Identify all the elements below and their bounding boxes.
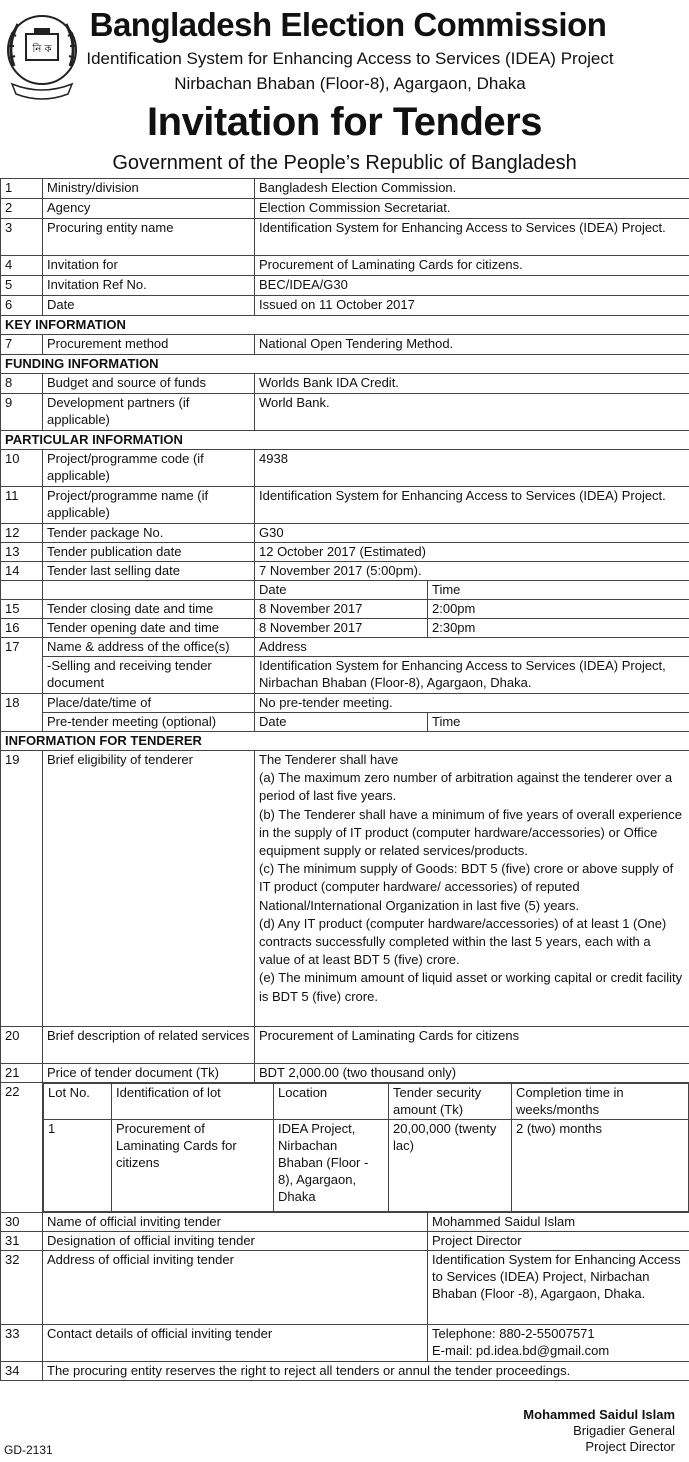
row-label: Pre-tender meeting (optional): [43, 713, 255, 732]
row-number: 18: [1, 694, 43, 732]
row-value: 12 October 2017 (Estimated): [255, 543, 689, 562]
table-row: [1, 179, 689, 199]
row-label: Development partners (if applicable): [43, 394, 255, 431]
lot-header: Identification of lot: [112, 1084, 274, 1120]
row-label: Name & address of the office(s): [43, 638, 255, 657]
pretender-value: No pre-tender meeting.: [255, 694, 689, 713]
row-label: Name of official inviting tender: [43, 1213, 428, 1232]
document-code: GD-2131: [4, 1443, 53, 1457]
tender-table: [0, 178, 689, 1381]
opening-time: 2:30pm: [428, 619, 689, 638]
lot-cell: 20,00,000 (twenty lac): [389, 1120, 512, 1212]
row-number: 34: [1, 1362, 43, 1381]
table-row: [1, 1251, 689, 1325]
closing-time: 2:00pm: [428, 600, 689, 619]
address-line: Nirbachan Bhaban (Floor-8), Agargaon, Dhaka: [174, 74, 526, 93]
lot-cell: Procurement of Laminating Cards for citizens: [112, 1120, 274, 1212]
row-label: Budget and source of funds: [43, 374, 255, 394]
row-label: Brief description of related services: [43, 1027, 255, 1064]
row-label: Tender last selling date: [43, 562, 255, 581]
row-label: Ministry/division: [43, 179, 255, 199]
row-value: Issued on 11 October 2017: [255, 296, 689, 316]
eligibility-d: (d) Any IT product (computer hardware/accessories) of at least 1 (One) contracts successfully completed within the last 5 years, each with a value of at least BDT 5 (five) crore.: [259, 915, 667, 968]
table-row: [1, 394, 689, 431]
lot-data-row: [44, 1120, 689, 1212]
row-label: Project/programme code (if applicable): [43, 450, 255, 487]
eligibility-intro: The Tenderer shall have: [259, 752, 399, 767]
table-row: [1, 1213, 689, 1232]
row-value: 7 November 2017 (5:00pm).: [255, 562, 689, 581]
row-number: 3: [1, 219, 43, 256]
section-header: [1, 316, 689, 335]
eligibility-a: (a) The maximum zero number of arbitration against the tenderer over a period of last five years.: [259, 770, 673, 804]
row-value: National Open Tendering Method.: [255, 335, 689, 355]
row-number: 32: [1, 1251, 43, 1325]
row-value: BEC/IDEA/G30: [255, 276, 689, 296]
section-particular-information: PARTICULAR INFORMATION: [1, 431, 689, 450]
table-row: [1, 487, 689, 524]
section-key-information: KEY INFORMATION: [1, 316, 689, 335]
table-row: [1, 219, 689, 256]
email: E-mail: pd.idea.bd@gmail.com: [432, 1343, 610, 1358]
row-label: Price of tender document (Tk): [43, 1064, 255, 1083]
project-line: Identification System for Enhancing Access to Services (IDEA) Project: [86, 49, 614, 68]
row-value: Election Commission Secretariat.: [255, 199, 689, 219]
row-number: 5: [1, 276, 43, 296]
signatory-rank: Brigadier General: [573, 1423, 675, 1438]
government-line: Government of the People’s Republic of Bangladesh: [112, 152, 577, 174]
lot-header: Tender security amount (Tk): [389, 1084, 512, 1120]
signature-block: [523, 1407, 675, 1455]
opening-date: 8 November 2017: [255, 619, 428, 638]
table-row: [1, 638, 689, 657]
signatory-name: Mohammed Saidul Islam: [523, 1407, 675, 1422]
table-row: [1, 713, 689, 732]
row-value: Project Director: [428, 1232, 689, 1251]
row-value: World Bank.: [255, 394, 689, 431]
row-label: Brief eligibility of tenderer: [43, 751, 255, 1027]
row-number: 13: [1, 543, 43, 562]
row-label: Contact details of official inviting tender: [43, 1325, 428, 1362]
lot-header: Location: [274, 1084, 389, 1120]
row-number: 31: [1, 1232, 43, 1251]
row-value: BDT 2,000.00 (two thousand only): [255, 1064, 689, 1083]
row-value: G30: [255, 524, 689, 543]
eligibility-c: (c) The minimum supply of Goods: BDT 5 (five) crore or above supply of IT product (computer hardware/ accessories) of reputed National/International Organization in last five (5) years.: [259, 861, 674, 913]
address-header: Address: [255, 638, 689, 657]
svg-text:নি ক: নি ক: [32, 44, 52, 55]
row-label: Date: [43, 296, 255, 316]
office-address: Identification System for Enhancing Access to Services (IDEA) Project, Nirbachan Bhaban (Floor-8), Agargaon, Dhaka.: [255, 657, 689, 694]
row-number: 22: [1, 1083, 43, 1213]
row-value: 4938: [255, 450, 689, 487]
lot-cell: IDEA Project, Nirbachan Bhaban (Floor - 8), Agargaon, Dhaka: [274, 1120, 389, 1212]
row-label: -Selling and receiving tender document: [43, 657, 255, 694]
eligibility-e: (e) The minimum amount of liquid asset or working capital or credit facility is BDT 5 (five) crore.: [259, 970, 683, 1004]
telephone: Telephone: 880-2-55007571: [432, 1326, 595, 1341]
row-label: Project/programme name (if applicable): [43, 487, 255, 524]
page-title: Invitation for Tenders: [147, 100, 542, 144]
row-number: 16: [1, 619, 43, 638]
row-label: Invitation Ref No.: [43, 276, 255, 296]
election-commission-seal-icon: [4, 6, 80, 106]
table-row: [1, 374, 689, 394]
row-label: Tender package No.: [43, 524, 255, 543]
table-row: [1, 1232, 689, 1251]
time-header: Time: [428, 581, 689, 600]
table-row: [1, 1362, 689, 1381]
header: [0, 0, 689, 150]
section-header: [1, 355, 689, 374]
lot-cell: 1: [44, 1120, 112, 1212]
table-row: [1, 524, 689, 543]
row-number: 12: [1, 524, 43, 543]
lot-cell: 2 (two) months: [512, 1120, 689, 1212]
row-value: Identification System for Enhancing Access to Services (IDEA) Project.: [255, 219, 689, 256]
table-row: [1, 335, 689, 355]
row-label: Procuring entity name: [43, 219, 255, 256]
row-number: 14: [1, 562, 43, 581]
table-row: [1, 256, 689, 276]
row-label: Tender opening date and time: [43, 619, 255, 638]
row-number: 7: [1, 335, 43, 355]
table-row: [1, 276, 689, 296]
row-label: Place/date/time of: [43, 694, 255, 713]
row-number: 17: [1, 638, 43, 694]
date-header: Date: [255, 713, 428, 732]
row-number: 30: [1, 1213, 43, 1232]
row-label: Procurement method: [43, 335, 255, 355]
schedule-header-row: [1, 581, 689, 600]
row-number: 4: [1, 256, 43, 276]
row-value: Identification System for Enhancing Access to Services (IDEA) Project.: [255, 487, 689, 524]
table-row: [1, 751, 689, 1027]
organization-name: Bangladesh Election Commission: [89, 6, 607, 43]
disclaimer: The procuring entity reserves the right to reject all tenders or annul the tender proceedings.: [43, 1362, 689, 1381]
contact-details: [428, 1325, 689, 1362]
table-row: [1, 619, 689, 638]
table-row: [1, 600, 689, 619]
table-row: [1, 1027, 689, 1064]
row-number: 21: [1, 1064, 43, 1083]
lot-cell: [43, 1083, 689, 1213]
section-funding-information: FUNDING INFORMATION: [1, 355, 689, 374]
time-header: Time: [428, 713, 689, 732]
row-value: Mohammed Saidul Islam: [428, 1213, 689, 1232]
row-number: 6: [1, 296, 43, 316]
row-number: 20: [1, 1027, 43, 1064]
section-header: [1, 732, 689, 751]
table-row: [1, 1325, 689, 1362]
lot-table: [43, 1083, 689, 1212]
table-row: [1, 296, 689, 316]
row-number: 15: [1, 600, 43, 619]
row-number: 2: [1, 199, 43, 219]
row-number: 9: [1, 394, 43, 431]
row-value: Procurement of Laminating Cards for citizens.: [255, 256, 689, 276]
row-value: Procurement of Laminating Cards for citizens: [255, 1027, 689, 1064]
table-row: [1, 199, 689, 219]
row-number: 8: [1, 374, 43, 394]
closing-date: 8 November 2017: [255, 600, 428, 619]
row-number: 19: [1, 751, 43, 1027]
lot-row: [1, 1083, 689, 1213]
table-row: [1, 694, 689, 713]
row-label: Tender closing date and time: [43, 600, 255, 619]
signatory-designation: Project Director: [585, 1439, 675, 1454]
row-label: Address of official inviting tender: [43, 1251, 428, 1325]
table-row: [1, 450, 689, 487]
row-value: Bangladesh Election Commission.: [255, 179, 689, 199]
table-row: [1, 543, 689, 562]
row-label: Agency: [43, 199, 255, 219]
eligibility-criteria: [255, 751, 689, 1027]
lot-header: Completion time in weeks/months: [512, 1084, 689, 1120]
row-label: Invitation for: [43, 256, 255, 276]
row-number: 11: [1, 487, 43, 524]
eligibility-b: (b) The Tenderer shall have a minimum of five years of overall experience in the supply of IT product (computer hardware/accessories) or Office equipment supply or related services/products.: [259, 806, 682, 859]
section-header: [1, 431, 689, 450]
lot-header: Lot No.: [44, 1084, 112, 1120]
row-label: Designation of official inviting tender: [43, 1232, 428, 1251]
table-row: [1, 657, 689, 694]
row-number: 1: [1, 179, 43, 199]
row-number: 33: [1, 1325, 43, 1362]
row-value: Worlds Bank IDA Credit.: [255, 374, 689, 394]
row-label: Tender publication date: [43, 543, 255, 562]
table-row: [1, 1064, 689, 1083]
row-value: Identification System for Enhancing Access to Services (IDEA) Project, Nirbachan Bhaban (Floor -8), Agargaon, Dhaka.: [428, 1251, 689, 1325]
row-number: 10: [1, 450, 43, 487]
date-header: Date: [255, 581, 428, 600]
table-row: [1, 562, 689, 581]
section-information-for-tenderer: INFORMATION FOR TENDERER: [1, 732, 689, 751]
lot-header-row: [44, 1084, 689, 1120]
